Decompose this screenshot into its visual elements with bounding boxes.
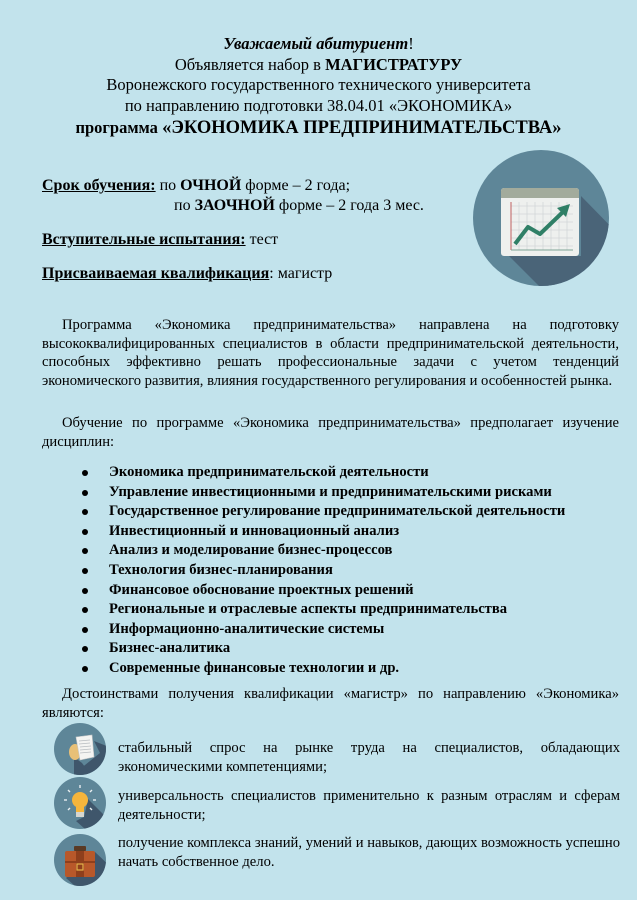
duration-part-mode: ЗАОЧНОЙ <box>194 197 275 214</box>
page-title <box>0 116 637 140</box>
duration-label: Срок обучения: <box>42 177 156 194</box>
bullet-icon <box>82 627 88 633</box>
discipline-name: Анализ и моделирование бизнес-процессов <box>109 542 393 559</box>
bullet-icon <box>82 666 88 672</box>
bullet-icon <box>82 568 88 574</box>
bullet-icon <box>82 548 88 554</box>
discipline-name: Информационно-аналитические системы <box>109 620 385 637</box>
qualification-row <box>42 264 482 284</box>
study-paragraph: Обучение по программе «Экономика предпринимательства» предполагает изучение дисциплин: <box>42 415 619 450</box>
program-info <box>42 176 482 298</box>
bullet-icon <box>82 490 88 496</box>
announcement-bold: МАГИСТРАТУРУ <box>325 54 463 74</box>
announcement-line <box>0 55 637 76</box>
lightbulb-icon <box>54 777 106 829</box>
discipline-name: Инвестиционный и инновационный анализ <box>109 522 400 539</box>
duration-row <box>42 176 482 216</box>
greeting-line <box>0 34 637 55</box>
exams-label: Вступительные испытания: <box>42 231 246 248</box>
discipline-name: Бизнес-аналитика <box>109 640 231 657</box>
advantage-text: получение комплекса знаний, умений и навыков, дающих возможность успешно начать собственное дело. <box>118 835 620 870</box>
discipline-item <box>78 581 628 601</box>
direction-line: по направлению подготовки 38.04.01 «ЭКОНОМИКА» <box>124 95 513 115</box>
duration-full-pre: по <box>155 177 181 194</box>
bullet-icon <box>82 529 88 535</box>
exams-value: тест <box>245 231 279 248</box>
program-name: «ЭКОНОМИКА ПРЕДПРИНИМАТЕЛЬСТВА» <box>162 118 562 138</box>
discipline-item <box>78 639 628 659</box>
growth-chart-icon <box>473 150 609 286</box>
announcement-prefix: Объявляется набор в <box>174 54 326 74</box>
discipline-name: Экономика предпринимательской деятельности <box>109 464 429 480</box>
program-prefix: программа <box>75 118 163 137</box>
duration-full <box>42 176 482 196</box>
bullet-icon <box>82 470 88 476</box>
discipline-item <box>78 463 628 483</box>
briefcase-icon <box>54 834 106 886</box>
bullet-icon <box>82 509 88 515</box>
discipline-item <box>78 600 628 620</box>
exams-row <box>42 230 482 250</box>
qualification-label: Присваиваемая квалификация <box>42 265 270 282</box>
bullet-icon <box>82 646 88 652</box>
advantage-text: универсальность специалистов применительно к разным отраслям и сферам деятельности; <box>118 788 620 823</box>
discipline-item <box>78 502 628 522</box>
discipline-item <box>78 561 628 581</box>
discipline-name: Управление инвестиционными и предпринимательскими рисками <box>109 483 552 500</box>
bullet-icon <box>82 588 88 594</box>
duration-part-pre: по <box>174 197 195 214</box>
advantages-intro: Достоинствами получения квалификации «магистр» по направлению «Экономика» являются: <box>42 686 619 721</box>
greeting: Уважаемый абитуриент <box>223 34 409 53</box>
discipline-name: Региональные и отраслевые аспекты предпринимательства <box>109 601 508 618</box>
discipline-name: Технология бизнес-планирования <box>109 561 333 578</box>
discipline-item <box>78 659 628 679</box>
discipline-item <box>78 522 628 542</box>
duration-part <box>42 196 482 216</box>
duration-full-mode: ОЧНОЙ <box>180 177 242 194</box>
discipline-name: Финансовое обоснование проектных решений <box>109 581 414 598</box>
discipline-item <box>78 541 628 561</box>
discipline-item <box>78 620 628 640</box>
intro-paragraph: Программа «Экономика предпринимательства» направлена на подготовку высококвалифицированных специалистов в области предпринимательской деятельности, способных эффективно решать профессиональные задачи с учетом тенденций экономического развития, влияния государственного регулирования и особенностей рынка. <box>42 317 619 389</box>
duration-full-value: форме – 2 года; <box>241 177 351 194</box>
greeting-mark: ! <box>408 34 414 53</box>
bullet-icon <box>82 607 88 613</box>
discipline-name: Государственное регулирование предпринимательской деятельности <box>109 503 566 520</box>
advantage-text: стабильный спрос на рынке труда на специалистов, обладающих экономическими компетенциями; <box>118 740 620 775</box>
discipline-item <box>78 483 628 503</box>
university-line: Воронежского государственного технического университета <box>106 75 531 94</box>
duration-part-value: форме – 2 года 3 мес. <box>274 197 424 214</box>
discipline-name: Современные финансовые технологии и др. <box>109 659 400 676</box>
disciplines-list <box>78 463 628 679</box>
document-icon <box>54 723 106 775</box>
header <box>0 34 637 140</box>
qualification-value: : магистр <box>269 265 333 282</box>
